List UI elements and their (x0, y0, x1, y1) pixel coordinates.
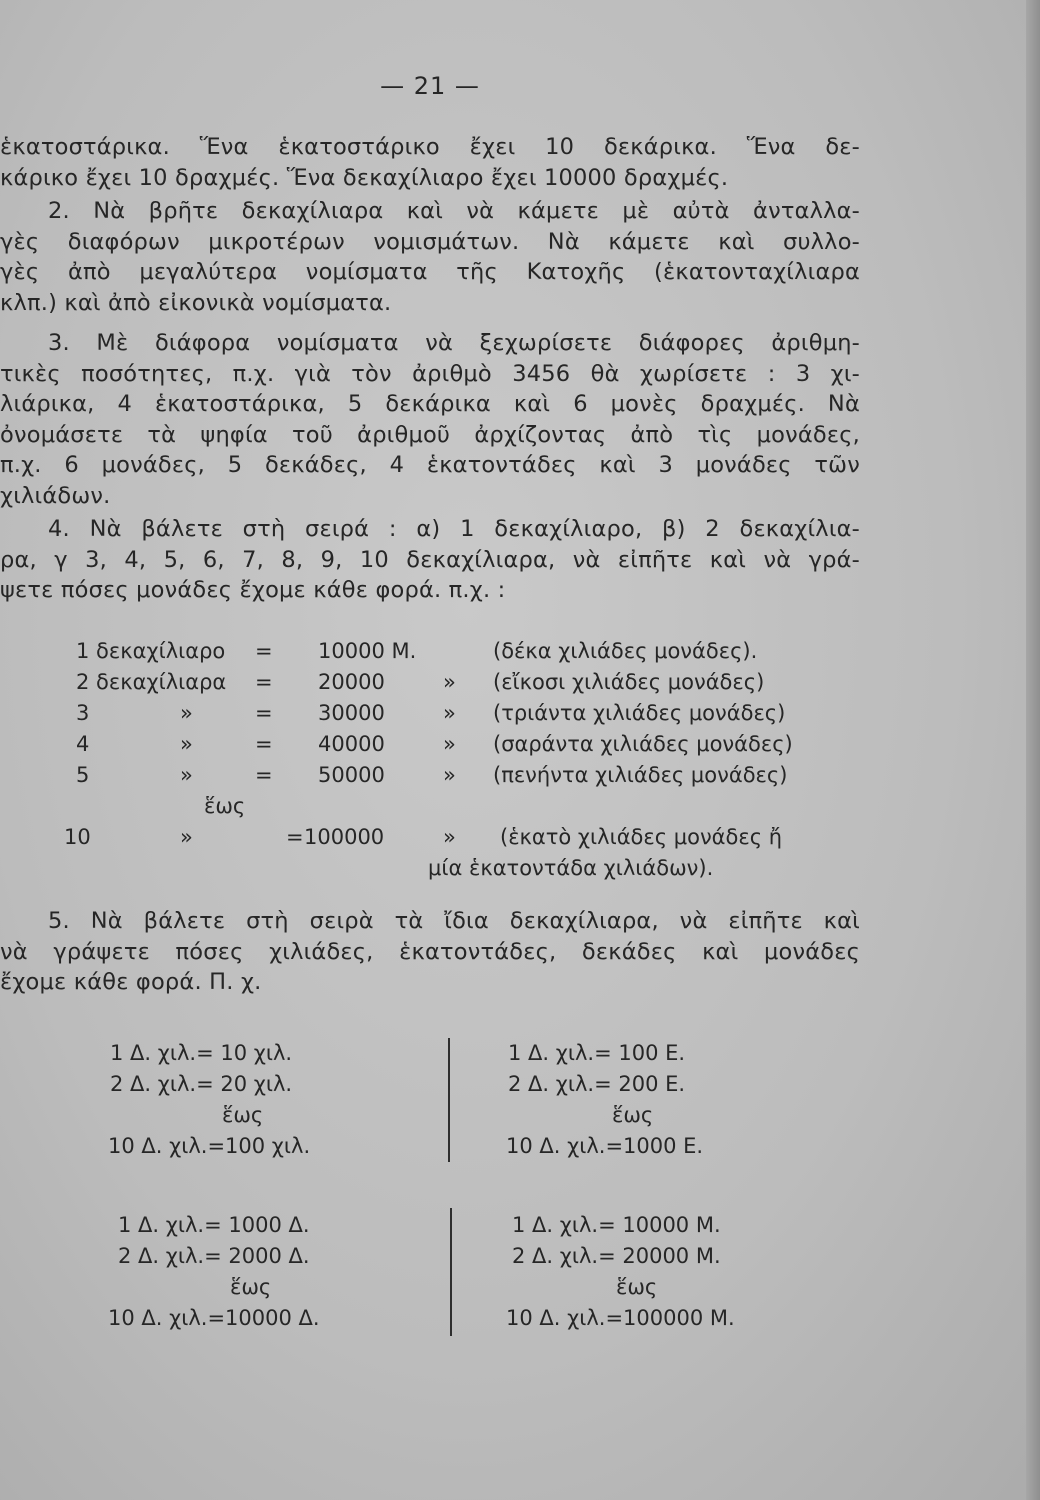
paragraph-1 (0, 132, 860, 193)
count-cell: 1 δεκαχίλιαρο (76, 639, 226, 663)
description-cell: (δέκα χιλιάδες μονάδες). (493, 639, 758, 663)
text-line: ἑκατοστάρικα. Ἕνα ἑκατοστάρικο ἔχει 10 δεκάρικα. Ἕνα δε- (0, 134, 860, 160)
text-line: κάρικο ἔχει 10 δραχμές. Ἕνα δεκαχίλιαρο ἔχει 10000 δραχμές. (0, 164, 729, 191)
equals-sign: = (255, 701, 273, 725)
right-cell: 1 Δ. χιλ.= 100 Ε. (508, 1041, 686, 1065)
table-row (0, 698, 880, 729)
left-cell: 10 Δ. χιλ.=10000 Δ. (108, 1306, 320, 1330)
table-row (0, 760, 880, 791)
table-row (0, 822, 880, 853)
table-row (0, 636, 880, 667)
value-cell: 50000 (318, 763, 385, 787)
equals-sign: = (255, 732, 273, 756)
eos-label: ἕως (230, 1275, 272, 1299)
text-line: 3. Μὲ διάφορα νομίσματα νὰ ξεχωρίσετε διάφορες ἀριθμη- (48, 330, 860, 356)
text-line: ψετε πόσες μονάδες ἔχομε κάθε φορά. π.χ. : (0, 577, 506, 604)
ditto-mark: » (443, 732, 456, 756)
value-cell: 30000 (318, 701, 385, 725)
conversion-grid-2 (0, 1210, 880, 1334)
left-cell: 2 Δ. χιλ.= 2000 Δ. (118, 1244, 310, 1268)
text-line: νὰ γράψετε πόσες χιλιάδες, ἑκατοντάδες, δεκάδες καὶ μονάδες (0, 938, 860, 965)
left-cell: 1 Δ. χιλ.= 10 χιλ. (110, 1041, 293, 1065)
paragraph-4 (0, 514, 860, 606)
text-line: π.χ. 6 μονάδες, 5 δεκάδες, 4 ἑκατοντάδες καὶ 3 μονάδες τῶν (0, 452, 860, 479)
grid-row (0, 1069, 880, 1100)
text-line: 2. Νὰ βρῆτε δεκαχίλιαρα καὶ νὰ κάμετε μὲ αὐτὰ ἀνταλλα- (48, 198, 860, 224)
eos-label: ἕως (616, 1275, 658, 1299)
table-row (0, 853, 880, 884)
table-row (0, 791, 880, 822)
count-cell: 2 δεκαχίλιαρα (76, 670, 227, 694)
right-cell: 2 Δ. χιλ.= 20000 Μ. (512, 1244, 721, 1268)
ditto-mark: » (443, 763, 456, 787)
numbers-table (0, 636, 880, 884)
description-cell: (τριάντα χιλιάδες μονάδες) (493, 701, 786, 725)
description-continuation: μία ἑκατοντάδα χιλιάδων). (428, 856, 714, 880)
description-cell: (ἑκατὸ χιλιάδες μονάδες ἤ (500, 825, 783, 849)
table-row (0, 729, 880, 760)
grid-row (0, 1131, 880, 1162)
ditto-mark: » (180, 732, 193, 756)
page-number: — 21 — (380, 72, 480, 100)
text-line: ρα, γ 3, 4, 5, 6, 7, 8, 9, 10 δεκαχίλιαρα, νὰ εἰπῆτε καὶ νὰ γρά- (0, 546, 860, 573)
text-line: χιλιάδων. (0, 482, 111, 509)
grid-row (0, 1100, 880, 1131)
text-line: 4. Νὰ βάλετε στὴ σειρά : α) 1 δεκαχίλιαρο, β) 2 δεκαχίλια- (48, 516, 860, 542)
grid-row (0, 1210, 880, 1241)
text-line: κλπ.) καὶ ἀπὸ εἰκονικὰ νομίσματα. (0, 289, 392, 316)
text-line: ἔχομε κάθε φορά. Π. χ. (0, 969, 262, 996)
text-line: τικὲς ποσότητες, π.χ. γιὰ τὸν ἀριθμὸ 3456 θὰ χωρίσετε : 3 χι- (0, 360, 860, 387)
value-cell: 10000 Μ. (318, 639, 417, 663)
equals-sign: = (286, 825, 304, 849)
right-cell: 10 Δ. χιλ.=1000 Ε. (506, 1134, 704, 1158)
right-cell: 2 Δ. χιλ.= 200 Ε. (508, 1072, 686, 1096)
paragraph-3 (0, 328, 860, 512)
paragraph-5 (0, 906, 860, 998)
equals-sign: = (255, 670, 273, 694)
ditto-mark: » (443, 701, 456, 725)
description-cell: (πενήντα χιλιάδες μονάδες) (493, 763, 788, 787)
right-cell: 1 Δ. χιλ.= 10000 Μ. (512, 1213, 721, 1237)
eos-label: ἕως (204, 794, 246, 818)
count-cell: 4 (76, 732, 90, 756)
left-cell: 10 Δ. χιλ.=100 χιλ. (108, 1134, 311, 1158)
equals-sign: = (255, 639, 273, 663)
text-line: γὲς διαφόρων μικροτέρων νομισμάτων. Νὰ κάμετε καὶ συλλο- (0, 228, 860, 255)
text-line: 5. Νὰ βάλετε στὴ σειρὰ τὰ ἴδια δεκαχίλιαρα, νὰ εἰπῆτε καὶ (48, 908, 860, 934)
conversion-grid-1 (0, 1038, 880, 1162)
eos-label: ἕως (222, 1103, 264, 1127)
description-cell: (εἴκοσι χιλιάδες μονάδες) (493, 670, 765, 694)
grid-row (0, 1241, 880, 1272)
count-cell: 5 (76, 763, 90, 787)
text-line: λιάρικα, 4 ἑκατοστάρικα, 5 δεκάρικα καὶ 6 μονὲς δραχμές. Νὰ (0, 391, 860, 418)
ditto-mark: » (443, 670, 456, 694)
paragraph-2 (0, 196, 860, 318)
eos-label: ἕως (612, 1103, 654, 1127)
ditto-mark: » (443, 825, 456, 849)
left-cell: 2 Δ. χιλ.= 20 χιλ. (110, 1072, 293, 1096)
text-line: γὲς ἀπὸ μεγαλύτερα νομίσματα τῆς Κατοχῆς (ἑκατονταχίλιαρα (0, 259, 860, 286)
ditto-mark: » (180, 825, 193, 849)
left-cell: 1 Δ. χιλ.= 1000 Δ. (118, 1213, 310, 1237)
value-cell: 40000 (318, 732, 385, 756)
table-row (0, 667, 880, 698)
right-cell: 10 Δ. χιλ.=100000 Μ. (506, 1306, 735, 1330)
grid-row (0, 1038, 880, 1069)
count-cell: 3 (76, 701, 90, 725)
page-edge (1026, 0, 1040, 1500)
count-cell: 10 (64, 825, 91, 849)
description-cell: (σαράντα χιλιάδες μονάδες) (493, 732, 793, 756)
text-line: ὀνομάσετε τὰ ψηφία τοῦ ἀριθμοῦ ἀρχίζοντας ἀπὸ τὶς μονάδες, (0, 421, 860, 448)
grid-row (0, 1272, 880, 1303)
value-cell: 100000 (304, 825, 385, 849)
ditto-mark: » (180, 763, 193, 787)
value-cell: 20000 (318, 670, 385, 694)
ditto-mark: » (180, 701, 193, 725)
grid-row (0, 1303, 880, 1334)
equals-sign: = (255, 763, 273, 787)
